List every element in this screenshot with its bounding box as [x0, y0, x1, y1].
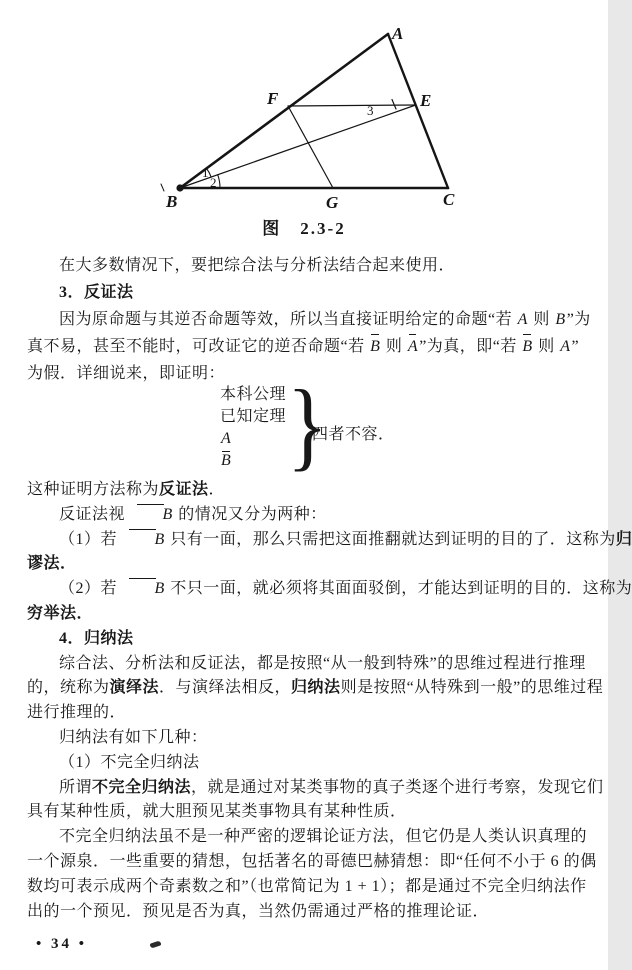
vertex-label-A: A: [392, 24, 404, 43]
text-segment: ．与演绎法相反，: [159, 679, 292, 697]
text-segment: 在大多数情况下，要把综合法与分析法结合起来使用．: [59, 257, 456, 274]
text-segment: 反证法: [159, 481, 209, 498]
text-segment: 3．反证法: [59, 284, 134, 301]
text-segment: 所谓: [59, 778, 93, 796]
vertex-B-dot: [176, 184, 183, 191]
text-segment: ”为: [566, 311, 591, 328]
body-text-section-2: [27, 478, 632, 924]
vertex-label-E: E: [420, 91, 432, 110]
print-artifact: [161, 184, 164, 191]
figure-svg: [0, 0, 608, 250]
text-segment: ”: [571, 338, 580, 355]
text-line: [27, 503, 593, 528]
text-segment: 归纳法有如下几种：: [59, 728, 208, 746]
text-segment: B: [555, 311, 566, 328]
text-segment: B: [220, 450, 232, 472]
side-BA: [180, 34, 388, 188]
text-line: [27, 776, 604, 801]
text-segment: 不完全归纳法: [92, 778, 192, 796]
text-segment: A: [517, 311, 528, 328]
text-line: [27, 333, 593, 360]
text-segment: 归纳法: [291, 679, 341, 697]
vertex-label-F: F: [267, 89, 279, 108]
text-segment: 演绎法: [109, 679, 160, 697]
text-line: [220, 428, 286, 450]
proof-premise-stack: [220, 384, 286, 472]
text-segment: B: [130, 503, 174, 528]
vertex-label-C: C: [443, 190, 455, 209]
text-segment: 因为原命题与其逆否命题等效，所以当直接证明给定的命题“若: [59, 311, 517, 328]
text-line: [27, 900, 593, 925]
text-segment: 的情况又分为两种：: [173, 505, 327, 523]
text-segment: 的，统称为: [27, 679, 110, 697]
text-line: [27, 850, 597, 875]
brace-note: 四者不容．: [312, 426, 395, 443]
angle-label-3: 3: [367, 103, 374, 118]
text-line: [27, 627, 593, 652]
text-segment: 本科公理: [220, 386, 287, 403]
text-segment: 真不易，甚至不能时，可改证它的逆否命题“若: [27, 338, 370, 355]
vertex-label-G: G: [326, 193, 339, 212]
geometry-figure: [0, 0, 608, 250]
text-line: [27, 252, 593, 279]
text-segment: B: [521, 333, 533, 360]
text-segment: A: [560, 338, 571, 355]
text-segment: 出的一个预见．预见是否为真，当然仍需通过严格的推理论证．: [27, 902, 490, 920]
text-line: [220, 384, 286, 406]
text-line: [27, 875, 593, 900]
angle-tick-3: [392, 100, 396, 110]
text-line: [27, 279, 593, 306]
text-line: [27, 306, 593, 333]
text-line: [27, 701, 593, 726]
text-line: [27, 478, 593, 503]
text-segment: 穷举法．: [27, 604, 94, 622]
body-text-section-1: [27, 252, 593, 387]
text-segment: 则是按照“从特殊到一般”的思维过程: [340, 679, 604, 697]
text-segment: 这种证明方法称为: [27, 481, 160, 498]
text-segment: 谬法．: [27, 555, 77, 573]
text-line: [27, 825, 593, 850]
text-segment: A: [407, 333, 419, 360]
right-brace: }: [287, 369, 328, 480]
text-line: [27, 726, 593, 751]
text-segment: （1）若: [59, 530, 122, 548]
text-line: [27, 652, 593, 677]
angle-arc-2: [218, 175, 220, 188]
text-segment: 进行推理的．: [27, 704, 127, 722]
angle-label-2: 2: [210, 175, 217, 190]
text-segment: 反证法视: [59, 505, 130, 523]
text-line: [220, 406, 286, 428]
text-segment: 一个源泉．一些重要的猜想，包括著名的哥德巴赫猜想：即“任何不小于 6 的偶: [27, 852, 597, 870]
angle-label-1: 1: [202, 165, 209, 180]
text-line: [27, 552, 593, 577]
text-segment: 综合法、分析法和反证法，都是按照“从一般到特殊”的思维过程进行推理: [59, 654, 586, 672]
text-line: [27, 800, 593, 825]
text-segment: ．: [208, 481, 226, 498]
text-line: [27, 577, 632, 602]
text-line: [220, 450, 286, 472]
text-line: [27, 602, 593, 627]
text-segment: ，就是通过对某类事物的真子类逐个进行考察，发现它们: [191, 778, 604, 796]
text-segment: 归: [615, 530, 632, 548]
text-line: [27, 751, 593, 776]
text-segment: B: [122, 577, 166, 602]
text-segment: （2）若: [59, 580, 122, 598]
text-segment: A: [221, 430, 232, 447]
text-segment: 不完全归纳法虽不是一种严密的逻辑论证方法，但它仍是人类认识真理的: [59, 828, 588, 846]
text-segment: （1）不完全归纳法: [59, 753, 200, 771]
text-segment: 只有一面，那么只需把这面推翻就达到证明的目的了．这称为: [165, 530, 616, 548]
text-line: [27, 528, 632, 553]
text-segment: 为假．详细说来，即证明：: [27, 365, 226, 382]
vertex-label-B: B: [166, 192, 178, 211]
text-segment: 不只一面，就必须将其面面驳倒，才能达到证明的目的．这称为: [165, 580, 632, 598]
text-segment: 则: [533, 338, 560, 355]
ink-smudge: [149, 940, 161, 948]
segment-FE: [288, 105, 416, 106]
text-segment: ”为真，即“若: [419, 338, 522, 355]
text-segment: B: [122, 528, 166, 553]
text-segment: 具有某种性质，就大胆预见某类事物具有某种性质．: [27, 803, 407, 821]
figure-caption: 图 2.3-2: [262, 219, 346, 238]
text-segment: 则: [381, 338, 407, 355]
text-line: [27, 676, 604, 701]
text-segment: 数均可表示成两个奇素数之和”（也常简记为 1 + 1）；都是通过不完全归纳法作: [27, 877, 587, 895]
text-segment: 4．归纳法: [59, 629, 134, 647]
text-segment: 已知定理: [220, 408, 287, 425]
page-number: • 34 •: [36, 936, 88, 952]
text-segment: 则: [528, 311, 555, 328]
text-segment: B: [369, 333, 381, 360]
